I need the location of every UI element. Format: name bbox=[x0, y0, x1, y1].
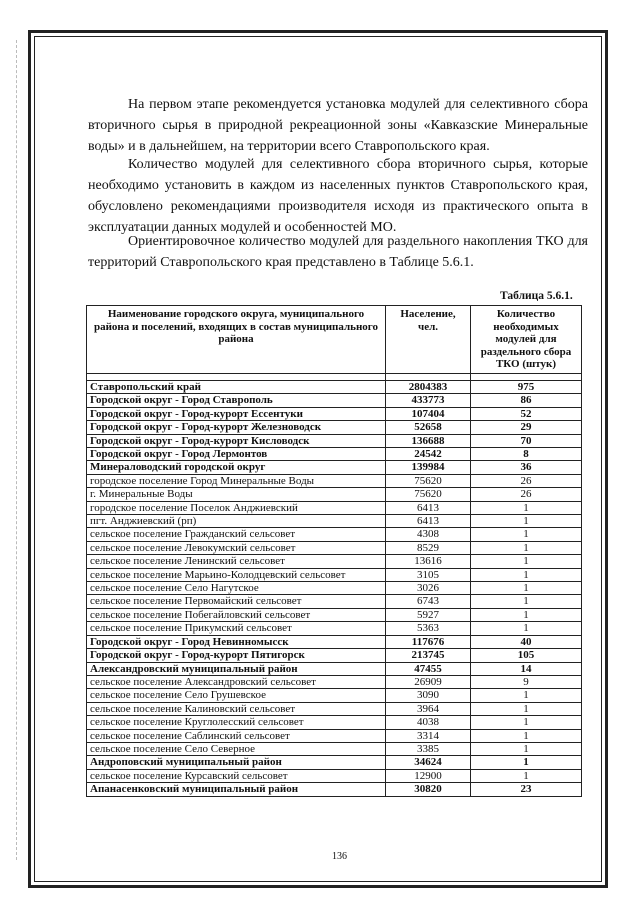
table-row bbox=[87, 501, 582, 514]
cell-modules: 105 bbox=[471, 649, 582, 662]
cell-name: сельское поселение Левокумский сельсовет bbox=[87, 541, 386, 554]
table-row bbox=[87, 541, 582, 554]
cell-modules: 1 bbox=[471, 595, 582, 608]
cell-population: 13616 bbox=[386, 555, 471, 568]
cell-modules: 40 bbox=[471, 635, 582, 648]
cell-name: Городской округ - Город Ставрополь bbox=[87, 394, 386, 407]
cell-population: 3385 bbox=[386, 742, 471, 755]
cell-population: 12900 bbox=[386, 769, 471, 782]
cell-modules: 1 bbox=[471, 689, 582, 702]
table-row bbox=[87, 515, 582, 528]
table-row bbox=[87, 702, 582, 715]
header-population: Население, чел. bbox=[386, 306, 471, 374]
cell-modules: 26 bbox=[471, 488, 582, 501]
cell-modules: 1 bbox=[471, 742, 582, 755]
cell-modules: 36 bbox=[471, 461, 582, 474]
cell-modules: 1 bbox=[471, 541, 582, 554]
table-row bbox=[87, 595, 582, 608]
cell-name: сельское поселение Побегайловский сельсовет bbox=[87, 608, 386, 621]
table-row bbox=[87, 729, 582, 742]
table-row bbox=[87, 716, 582, 729]
table-row bbox=[87, 783, 582, 796]
cell-name: сельское поселение Марьино-Колодцевский сельсовет bbox=[87, 568, 386, 581]
table-row bbox=[87, 528, 582, 541]
table-row bbox=[87, 769, 582, 782]
cell-population: 47455 bbox=[386, 662, 471, 675]
cell-population: 433773 bbox=[386, 394, 471, 407]
cell-name: Городской округ - Город Невинномысск bbox=[87, 635, 386, 648]
table-row bbox=[87, 662, 582, 675]
cell-name: сельское поселение Круглолесский сельсовет bbox=[87, 716, 386, 729]
table-caption: Таблица 5.6.1. bbox=[500, 290, 573, 302]
cell-modules: 1 bbox=[471, 729, 582, 742]
table-row bbox=[87, 474, 582, 487]
cell-modules: 86 bbox=[471, 394, 582, 407]
cell-name: сельское поселение Гражданский сельсовет bbox=[87, 528, 386, 541]
cell-population: 4038 bbox=[386, 716, 471, 729]
cell-name: сельское поселение Ленинский сельсовет bbox=[87, 555, 386, 568]
table-row bbox=[87, 649, 582, 662]
cell-modules: 9 bbox=[471, 675, 582, 688]
cell-population: 3090 bbox=[386, 689, 471, 702]
cell-population: 30820 bbox=[386, 783, 471, 796]
table-row bbox=[87, 380, 582, 393]
cell-modules: 1 bbox=[471, 582, 582, 595]
cell-name: пгт. Анджиевский (рп) bbox=[87, 515, 386, 528]
paragraph-2: Количество модулей для селективного сбора вторичного сырья, которые необходимо установить в каждом из населенных пунктов Ставропольского края, обусловлено рекомендациями производителя исходя из практического опыта в эксплуатации данных модулей и особенностей МО. bbox=[88, 157, 588, 235]
cell-modules: 1 bbox=[471, 501, 582, 514]
page-number: 136 bbox=[332, 851, 347, 862]
cell-population: 4308 bbox=[386, 528, 471, 541]
cell-population: 24542 bbox=[386, 448, 471, 461]
cell-population: 8529 bbox=[386, 541, 471, 554]
table-row bbox=[87, 756, 582, 769]
cell-population: 107404 bbox=[386, 407, 471, 420]
cell-name: сельское поселение Курсавский сельсовет bbox=[87, 769, 386, 782]
cell-population: 26909 bbox=[386, 675, 471, 688]
table-row bbox=[87, 622, 582, 635]
cell-modules: 1 bbox=[471, 608, 582, 621]
header-modules: Количество необходимых модулей для раздельного сбора ТКО (штук) bbox=[471, 306, 582, 374]
cell-modules: 1 bbox=[471, 528, 582, 541]
cell-population: 213745 bbox=[386, 649, 471, 662]
cell-name: Андроповский муниципальный район bbox=[87, 756, 386, 769]
cell-population: 75620 bbox=[386, 474, 471, 487]
cell-modules: 1 bbox=[471, 756, 582, 769]
cell-population: 3964 bbox=[386, 702, 471, 715]
cell-modules: 23 bbox=[471, 783, 582, 796]
table-row bbox=[87, 582, 582, 595]
cell-name: сельское поселение Село Грушевское bbox=[87, 689, 386, 702]
cell-name: г. Минеральные Воды bbox=[87, 488, 386, 501]
cell-population: 6413 bbox=[386, 515, 471, 528]
cell-name: Городской округ - Город Лермонтов bbox=[87, 448, 386, 461]
cell-modules: 1 bbox=[471, 769, 582, 782]
table-row bbox=[87, 394, 582, 407]
cell-modules: 1 bbox=[471, 555, 582, 568]
cell-population: 117676 bbox=[386, 635, 471, 648]
table-body bbox=[87, 380, 582, 796]
cell-name: Городской округ - Город-курорт Ессентуки bbox=[87, 407, 386, 420]
cell-modules: 14 bbox=[471, 662, 582, 675]
cell-population: 3026 bbox=[386, 582, 471, 595]
cell-modules: 26 bbox=[471, 474, 582, 487]
cell-name: Городской округ - Город-курорт Пятигорск bbox=[87, 649, 386, 662]
cell-name: Апанасенковский муниципальный район bbox=[87, 783, 386, 796]
cell-population: 6413 bbox=[386, 501, 471, 514]
cell-modules: 1 bbox=[471, 515, 582, 528]
cell-population: 75620 bbox=[386, 488, 471, 501]
cell-name: Минераловодский городской округ bbox=[87, 461, 386, 474]
cell-name: Городской округ - Город-курорт Железноводск bbox=[87, 421, 386, 434]
cell-population: 34624 bbox=[386, 756, 471, 769]
cell-population: 2804383 bbox=[386, 380, 471, 393]
table-row bbox=[87, 568, 582, 581]
table-row bbox=[87, 407, 582, 420]
cell-modules: 52 bbox=[471, 407, 582, 420]
cell-name: городское поселение Поселок Анджиевский bbox=[87, 501, 386, 514]
table-row bbox=[87, 608, 582, 621]
cell-modules: 975 bbox=[471, 380, 582, 393]
cell-modules: 1 bbox=[471, 702, 582, 715]
cell-name: Ставропольский край bbox=[87, 380, 386, 393]
cell-modules: 70 bbox=[471, 434, 582, 447]
cell-population: 3314 bbox=[386, 729, 471, 742]
cell-name: Городской округ - Город-курорт Кисловодск bbox=[87, 434, 386, 447]
cell-name: сельское поселение Александровский сельсовет bbox=[87, 675, 386, 688]
header-gap-row bbox=[87, 373, 582, 380]
paragraph-3: Ориентировочное количество модулей для раздельного накопления ТКО для территорий Ставропольского края представлено в Таблице 5.6.1. bbox=[88, 234, 588, 270]
cell-name: сельское поселение Село Северное bbox=[87, 742, 386, 755]
cell-modules: 8 bbox=[471, 448, 582, 461]
cell-population: 136688 bbox=[386, 434, 471, 447]
table-row bbox=[87, 635, 582, 648]
modules-table bbox=[86, 305, 582, 797]
table-row bbox=[87, 461, 582, 474]
cell-name: сельское поселение Прикумский сельсовет bbox=[87, 622, 386, 635]
cell-population: 5363 bbox=[386, 622, 471, 635]
cell-name: сельское поселение Село Нагутское bbox=[87, 582, 386, 595]
cell-population: 5927 bbox=[386, 608, 471, 621]
cell-modules: 29 bbox=[471, 421, 582, 434]
cell-name: Александровский муниципальный район bbox=[87, 662, 386, 675]
table-row bbox=[87, 488, 582, 501]
cell-name: сельское поселение Калиновский сельсовет bbox=[87, 702, 386, 715]
table-row bbox=[87, 555, 582, 568]
cell-population: 139984 bbox=[386, 461, 471, 474]
header-name: Наименование городского округа, муниципального района и поселений, входящих в состав муниципального района bbox=[87, 306, 386, 374]
cell-population: 6743 bbox=[386, 595, 471, 608]
table-row bbox=[87, 448, 582, 461]
binding-margin-line bbox=[16, 40, 17, 860]
cell-name: сельское поселение Первомайский сельсовет bbox=[87, 595, 386, 608]
table-row bbox=[87, 434, 582, 447]
cell-name: сельское поселение Саблинский сельсовет bbox=[87, 729, 386, 742]
cell-modules: 1 bbox=[471, 568, 582, 581]
cell-population: 3105 bbox=[386, 568, 471, 581]
table-row bbox=[87, 689, 582, 702]
cell-modules: 1 bbox=[471, 716, 582, 729]
cell-population: 52658 bbox=[386, 421, 471, 434]
table-row bbox=[87, 742, 582, 755]
table-header-row bbox=[87, 306, 582, 374]
table-row bbox=[87, 675, 582, 688]
paragraph-1: На первом этапе рекомендуется установка модулей для селективного сбора вторичного сырья в природной рекреационной зоны «Кавказские Минеральные воды» и в дальнейшем, на территории всего Ставропольского края. bbox=[88, 97, 588, 154]
cell-modules: 1 bbox=[471, 622, 582, 635]
cell-name: городское поселение Город Минеральные Воды bbox=[87, 474, 386, 487]
table-row bbox=[87, 421, 582, 434]
